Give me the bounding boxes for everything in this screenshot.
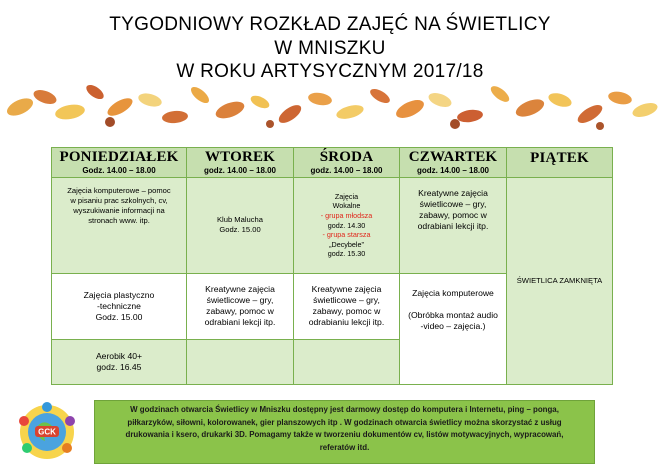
cell-line: Klub Malucha	[216, 215, 263, 225]
cell-line-red: - grupa starsza	[322, 230, 371, 240]
day-hours: godz. 14.00 – 18.00	[203, 166, 277, 176]
children-globe-icon	[15, 401, 79, 463]
day-name: WTOREK	[204, 149, 276, 166]
title-line-2: W MNISZKU	[274, 38, 386, 59]
cell-line: Zajęcia komputerowe	[412, 287, 494, 298]
badge-text: GCK	[38, 427, 56, 437]
day-name: PIĄTEK	[530, 150, 589, 166]
cell-line: odrabianiu lekcji itp.	[308, 317, 385, 328]
cell-line: Aerobik 40+	[95, 350, 143, 361]
note-line: drukowania i ksero, drukarki 3D. Pomagamy także w tworzeniu dokumentów cv, listów motywacyjnych, wypracowań,	[125, 430, 564, 439]
cell-line: wyszukiwanie informacji na	[73, 206, 165, 216]
day-hours: godz. 14.00 – 18.00	[416, 166, 490, 176]
cell-line: świetlicowe – gry,	[206, 295, 274, 306]
note-line: W godzinach otwarcia Świetlicy w Mniszku dostępny jest darmowy dostęp do komputera i Internetu, ping – ponga,	[130, 405, 559, 414]
closed-label: ŚWIETLICA ZAMKNIĘTA	[516, 276, 603, 286]
cell-line: Kreatywne zajęcia	[418, 188, 488, 199]
header-thursday	[400, 148, 507, 178]
info-note	[94, 400, 595, 464]
title-line-3: W ROKU ARTYSYCZNYM 2017/18	[176, 61, 484, 82]
cell-line: „Decybele”	[329, 239, 364, 249]
cell-line: Wokalne	[332, 201, 361, 211]
header-tuesday	[187, 148, 294, 178]
cell-mon-aerobic	[52, 339, 187, 384]
cell-line: zabawy, pomoc w	[206, 306, 274, 317]
cell-wed-creative	[294, 273, 400, 339]
cell-line: Zajęcia plastyczno	[83, 289, 155, 300]
cell-line: godz. 15.30	[327, 249, 366, 259]
cell-line: -video – zajęcia.)	[420, 320, 486, 331]
cell-line: świetlicowe – gry,	[313, 295, 380, 306]
title-line-1: TYGODNIOWY ROZKŁAD ZAJĘĆ NA ŚWIETLICY	[109, 14, 551, 35]
cell-mon-computer	[52, 178, 187, 273]
cell-line: w pisaniu prac szkolnych, cv,	[70, 196, 168, 206]
cell-line-red: - grupa młodsza	[320, 210, 373, 220]
day-name: CZWARTEK	[408, 149, 498, 166]
cell-line: (Obróbka montaż audio	[408, 309, 498, 320]
day-hours: Godz. 14.00 – 18.00	[82, 166, 156, 176]
cell-wed-empty	[294, 339, 400, 384]
cell-tue-creative	[187, 273, 294, 339]
cell-line: zabawy, pomoc w	[312, 306, 381, 317]
cell-line: Godz. 15.00	[95, 311, 143, 322]
note-line: referatów itd.	[319, 442, 370, 452]
cell-line: Kreatywne zajęcia	[205, 284, 275, 295]
cell-thu-computer	[400, 273, 507, 384]
cell-line: stronach www. itp.	[88, 216, 150, 226]
cell-line: świetlicowe – gry,	[419, 199, 487, 210]
header-monday	[52, 148, 187, 178]
cell-line: Zajęcia	[334, 191, 359, 201]
cell-line: Godz. 15.00	[219, 225, 261, 235]
cell-fri-closed	[507, 178, 613, 385]
cell-line: Kreatywne zajęcia	[311, 284, 382, 295]
cell-line: -techniczne	[97, 300, 141, 311]
note-line: piłkarzyków, siłowni, kolorowanek, gier planszowych itp . W godzinach otwarcia świetlicy można skorzystać z usług	[127, 417, 562, 427]
cell-mon-art	[52, 273, 187, 339]
cell-wed-vocal	[294, 178, 400, 273]
cell-line: zabawy, pomoc w	[419, 210, 487, 221]
day-name: ŚRODA	[319, 149, 374, 166]
cell-line: odrabiani lekcji itp.	[204, 317, 276, 328]
day-hours: godz. 14.00 – 18.00	[310, 166, 383, 176]
cell-spacer	[404, 299, 502, 310]
header-wednesday	[294, 148, 400, 178]
header-friday	[507, 148, 613, 178]
day-name: PONIEDZIAŁEK	[59, 149, 179, 166]
schedule-table	[51, 147, 613, 385]
cell-tue-klub	[187, 178, 294, 273]
autumn-leaves-banner	[0, 62, 660, 148]
cell-tue-empty	[187, 339, 294, 384]
cell-line: odrabiani lekcji itp.	[417, 221, 489, 232]
cell-line: Zajęcia komputerowe – pomoc	[67, 186, 171, 196]
cell-line: godz. 14.30	[327, 220, 366, 230]
cell-line: godz. 16.45	[96, 361, 142, 372]
cell-thu-creative	[400, 178, 507, 273]
